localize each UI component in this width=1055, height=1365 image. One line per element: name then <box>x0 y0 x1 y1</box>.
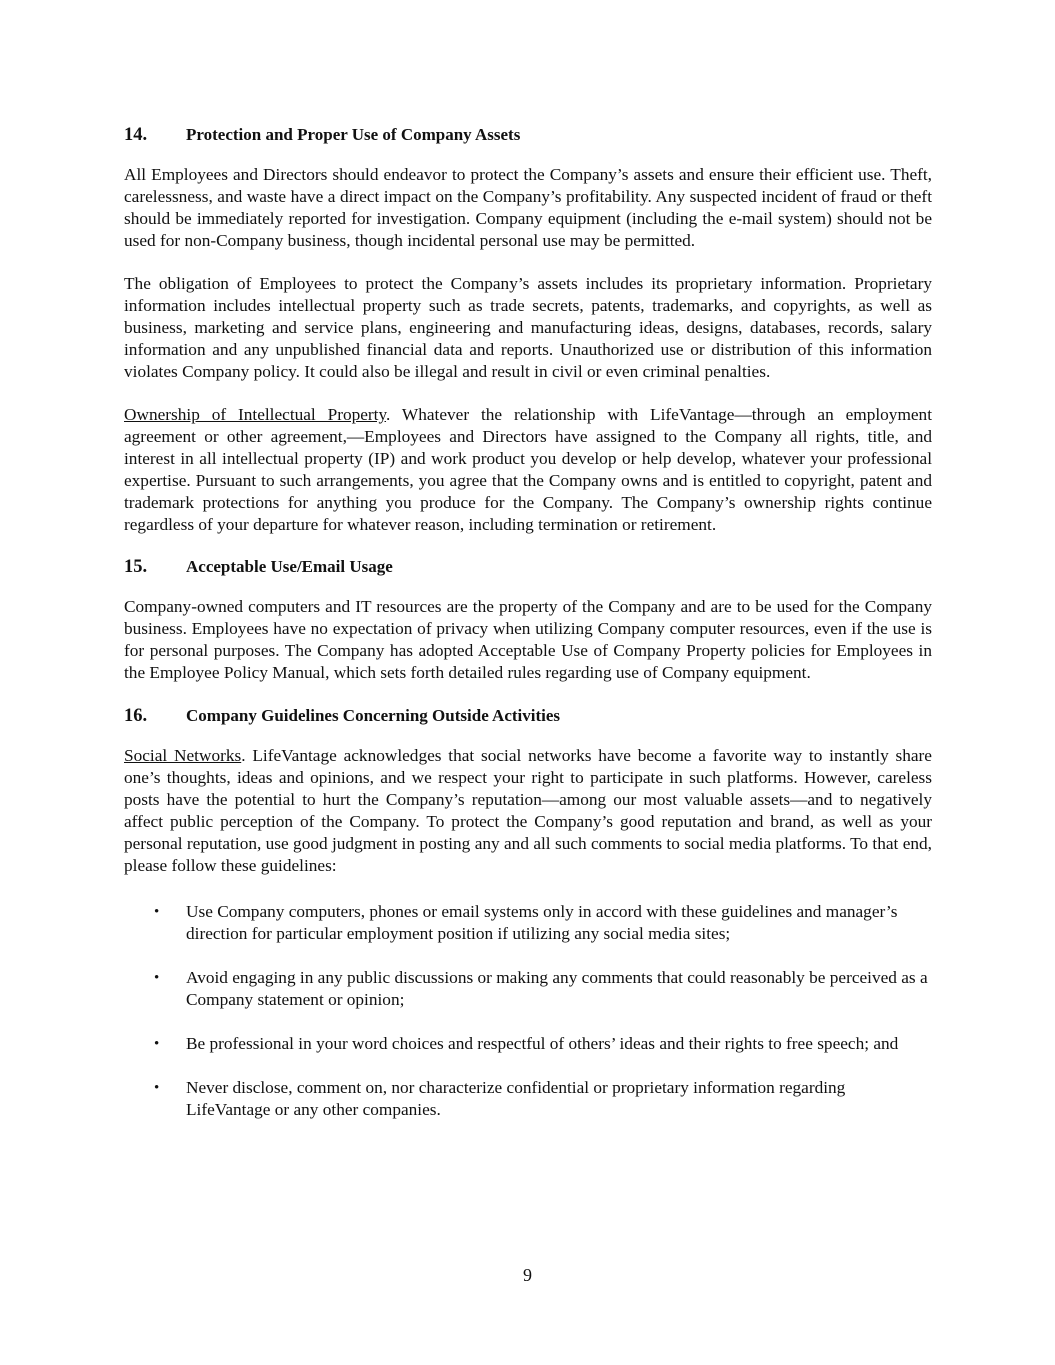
list-item-text: Be professional in your word choices and respectful of others’ ideas and their rights to free speech; and <box>186 1034 899 1053</box>
guidelines-list <box>124 901 932 1121</box>
page-content <box>124 124 932 1121</box>
bullet-icon: • <box>154 970 160 986</box>
page-number: 9 <box>523 1265 532 1285</box>
section-16-heading <box>124 705 932 727</box>
social-networks-paragraph <box>124 745 932 877</box>
section-title: Acceptable Use/Email Usage <box>186 557 393 576</box>
list-item-text: Never disclose, comment on, nor characterize confidential or proprietary information regarding LifeVantage or any other companies. <box>186 1078 846 1119</box>
social-networks-subheading: Social Networks <box>124 746 242 765</box>
bullet-icon: • <box>154 904 160 920</box>
ip-subheading: Ownership of Intellectual Property <box>124 405 387 424</box>
section-14-heading <box>124 124 932 146</box>
list-item <box>124 1077 932 1121</box>
section-number: 16. <box>124 706 148 726</box>
social-networks-text: . LifeVantage acknowledges that social networks have become a favorite way to instantly share one’s thoughts, ideas and opinions, and we respect your right to participate in such platforms. However, careless posts have the potential to hurt the Company’s reputation—among our most valuable assets—and to negatively affect public perception of the Company. To protect the Company’s good reputation and brand, as well as your personal reputation, use good judgment in posting any and all such comments to social media platforms. To that end, please follow these guidelines: <box>124 746 932 875</box>
section-number: 15. <box>124 557 148 577</box>
section-title: Company Guidelines Concerning Outside Activities <box>186 706 561 725</box>
list-item <box>124 901 932 945</box>
bullet-icon: • <box>154 1036 160 1052</box>
paragraph: Company-owned computers and IT resources are the property of the Company and are to be used for the Company business. Employees have no expectation of privacy when utilizing Company computer resources, even if the use is for personal purposes. The Company has adopted Acceptable Use of Company Property policies for Employees in the Employee Policy Manual, which sets forth detailed rules regarding use of Company equipment. <box>124 597 932 682</box>
bullet-icon: • <box>154 1080 160 1096</box>
paragraph: The obligation of Employees to protect the Company’s assets includes its proprietary information. Proprietary information includes intellectual property such as trade secrets, patents, trademarks, and copyrights, as well as business, marketing and service plans, engineering and manufacturing ideas, designs, databases, records, salary information and any unpublished financial data and reports. Unauthorized use or distribution of this information violates Company policy. It could also be illegal and result in civil or even criminal penalties. <box>124 274 932 381</box>
ip-paragraph <box>124 404 932 536</box>
list-item-text: Use Company computers, phones or email systems only in accord with these guidelines and manager’s direction for particular employment position if utilizing any social media sites; <box>186 902 898 943</box>
paragraph: All Employees and Directors should endeavor to protect the Company’s assets and ensure their efficient use. Theft, carelessness, and waste have a direct impact on the Company’s profitability. Any suspected incident of fraud or theft should be immediately reported for investigation. Company equipment (including the e-mail system) should not be used for non-Company business, though incidental personal use may be permitted. <box>124 165 932 250</box>
list-item <box>124 967 932 1011</box>
section-title: Protection and Proper Use of Company Assets <box>186 125 521 144</box>
list-item-text: Avoid engaging in any public discussions or making any comments that could reasonably be perceived as a Company statement or opinion; <box>186 968 928 1009</box>
ip-text: . Whatever the relationship with LifeVantage—through an employment agreement or other agreement,—Employees and Directors have assigned to the Company all rights, title, and interest in all intellectual property (IP) and work product you develop or help develop, whatever your professional expertise. Pursuant to such arrangements, you agree that the Company owns and is entitled to copyright, patent and trademark protections for anything you produce for the Company. The Company’s ownership rights continue regardless of your departure for whatever reason, including termination or retirement. <box>124 405 932 534</box>
section-number: 14. <box>124 125 148 145</box>
list-item <box>124 1033 932 1055</box>
section-15-heading <box>124 556 932 578</box>
